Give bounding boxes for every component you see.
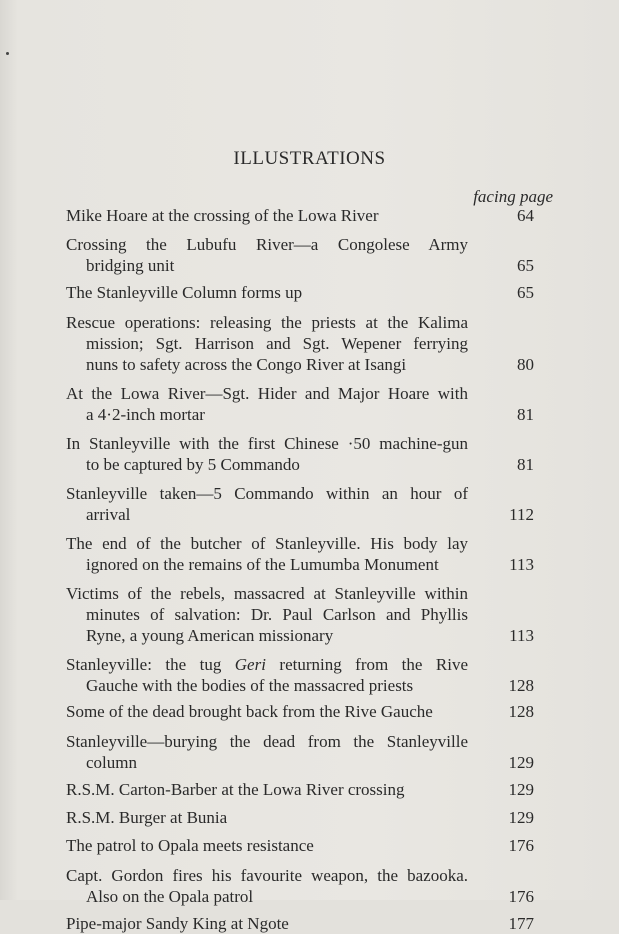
entry-line: Mike Hoare at the crossing of the Lowa River	[66, 206, 379, 225]
entry-text: returning from the Rive	[279, 655, 468, 674]
page-number: 80	[517, 355, 534, 374]
page-speck	[6, 52, 9, 55]
entry-line: to be captured by 5 Commando	[86, 455, 300, 474]
entry-line: Capt. Gordon fires his favourite weapon, the bazooka.	[66, 866, 468, 885]
entry-line: In Stanleyville with the first Chinese ·50 machine-gun	[66, 434, 468, 453]
list-item	[66, 205, 534, 226]
entry-line: Crossing the Lubufu River—a Congolese Army	[66, 235, 468, 254]
entry-line: Ryne, a young American missionary	[86, 626, 334, 645]
entry-line: Pipe-major Sandy King at Ngote	[66, 914, 289, 933]
page-number: 176	[508, 887, 534, 906]
facing-page-header: facing page	[473, 187, 553, 206]
list-item	[66, 835, 534, 856]
entry-line: bridging unit	[86, 256, 175, 275]
list-item	[66, 483, 534, 525]
entry-line: a 4·2-inch mortar	[86, 405, 205, 424]
page-number: 81	[517, 405, 534, 424]
page-number: 113	[509, 626, 534, 645]
entry-text: Stanleyville: the tug	[66, 655, 222, 674]
list-item	[66, 865, 534, 907]
entry-line: The end of the butcher of Stanleyville. His body lay	[66, 534, 468, 553]
entry-line: Stanleyville taken—5 Commando within an hour of	[66, 484, 468, 503]
page-number: 113	[509, 555, 534, 574]
page-number: 128	[508, 676, 534, 695]
list-item	[66, 779, 534, 800]
entry-line: The Stanleyville Column forms up	[66, 283, 303, 302]
entry-line: arrival	[86, 505, 131, 524]
page-number: 65	[517, 283, 534, 302]
list-item	[66, 654, 534, 696]
page-number: 129	[508, 808, 534, 827]
list-item	[66, 282, 534, 303]
entry-line	[66, 654, 468, 675]
entry-line: The patrol to Opala meets resistance	[66, 836, 314, 855]
page-number: 129	[508, 780, 534, 799]
list-item	[66, 731, 534, 773]
entry-line: Victims of the rebels, massacred at Stanleyville within	[66, 584, 468, 603]
entry-line: At the Lowa River—Sgt. Hider and Major Hoare with	[66, 384, 468, 403]
entry-line: Some of the dead brought back from the Rive Gauche	[66, 702, 433, 721]
list-item	[66, 383, 534, 425]
page-number: 128	[508, 702, 534, 721]
entry-line: ignored on the remains of the Lumumba Monument	[86, 555, 439, 574]
list-item	[66, 433, 534, 475]
list-item	[66, 312, 534, 375]
entry-line: Gauche with the bodies of the massacred priests	[86, 676, 414, 695]
page-number: 64	[517, 206, 534, 225]
page-number: 65	[517, 256, 534, 275]
entry-line: Also on the Opala patrol	[86, 887, 254, 906]
entry-line: Rescue operations: releasing the priests at the Kalima	[66, 313, 468, 332]
list-item	[66, 583, 534, 646]
entry-line: mission; Sgt. Harrison and Sgt. Wepener ferrying	[86, 334, 468, 353]
list-item	[66, 234, 534, 276]
page-number: 129	[508, 753, 534, 772]
page-number: 177	[508, 914, 534, 933]
page-title: ILLUSTRATIONS	[233, 148, 386, 169]
page-number: 81	[517, 455, 534, 474]
list-item	[66, 807, 534, 828]
list-item	[66, 701, 534, 722]
illustrations-list	[66, 205, 534, 934]
list-item	[66, 913, 534, 934]
entry-line: column	[86, 753, 137, 772]
page-number: 176	[508, 836, 534, 855]
entry-line: R.S.M. Carton-Barber at the Lowa River crossing	[66, 780, 405, 799]
entry-line: nuns to safety across the Congo River at Isangi	[86, 355, 407, 374]
entry-line: R.S.M. Burger at Bunia	[66, 808, 228, 827]
list-item	[66, 533, 534, 575]
page-number: 112	[509, 505, 534, 524]
entry-line: Stanleyville—burying the dead from the Stanleyville	[66, 732, 468, 751]
vessel-name: Geri	[234, 655, 266, 674]
entry-line: minutes of salvation: Dr. Paul Carlson and Phyllis	[86, 605, 468, 624]
